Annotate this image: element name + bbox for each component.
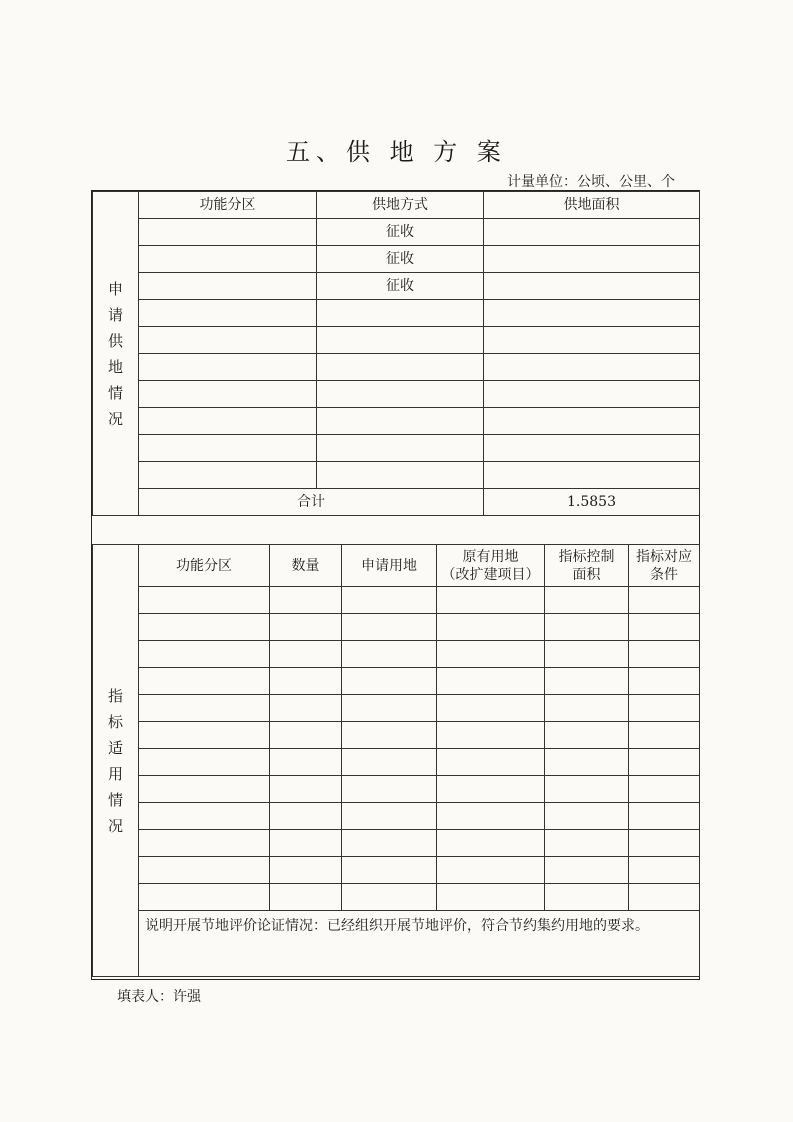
table-cell [270, 614, 342, 641]
supply-table [92, 191, 700, 516]
table-row [93, 219, 700, 246]
table-cell [139, 614, 270, 641]
table-cell [437, 641, 545, 668]
table-cell [317, 354, 484, 381]
side-label-char: 标 [107, 712, 123, 731]
table-cell [317, 327, 484, 354]
table-row [93, 884, 700, 911]
header-original-land [437, 545, 545, 587]
unit-note: 计量单位：公顷、公里、个 [507, 174, 675, 190]
table-cell [317, 408, 484, 435]
table-cell [629, 884, 700, 911]
table-cell [342, 830, 437, 857]
table-cell: 征收 [317, 219, 484, 246]
table-row [93, 722, 700, 749]
total-label: 合计 [139, 489, 484, 516]
header-indicator-condition-line1: 指标对应 [636, 548, 692, 565]
table-cell [317, 300, 484, 327]
table-cell [545, 614, 629, 641]
table-cell [629, 695, 700, 722]
page-title: 五、供 地 方 案 [286, 138, 507, 166]
table-row [93, 830, 700, 857]
table-row [93, 462, 700, 489]
table-row [93, 246, 700, 273]
table-row [93, 327, 700, 354]
table-row [93, 668, 700, 695]
table-cell [545, 722, 629, 749]
table-cell [437, 722, 545, 749]
table-cell [545, 884, 629, 911]
table-row [93, 381, 700, 408]
table-cell [270, 803, 342, 830]
table-row [93, 300, 700, 327]
table-cell [484, 300, 700, 327]
table-cell [437, 803, 545, 830]
table-cell [139, 300, 317, 327]
table-cell [139, 884, 270, 911]
table-cell [437, 830, 545, 857]
table-cell [270, 830, 342, 857]
table-cell [139, 219, 317, 246]
table-row [93, 354, 700, 381]
table-cell [139, 749, 270, 776]
table-cell [139, 462, 317, 489]
side-label-char: 情 [107, 790, 123, 809]
side-label-char: 况 [107, 409, 123, 428]
table-cell [342, 857, 437, 884]
table-cell [629, 587, 700, 614]
table-cell [629, 830, 700, 857]
table-cell [139, 273, 317, 300]
header-original-land-line2: （改扩建项目） [441, 566, 540, 583]
table-cell [629, 749, 700, 776]
table-cell [342, 695, 437, 722]
side-label-char: 况 [107, 816, 123, 835]
table-cell [437, 749, 545, 776]
table-row [93, 776, 700, 803]
table-cell [270, 641, 342, 668]
table-cell [139, 776, 270, 803]
filler-line: 填表人：许强 [117, 989, 201, 1005]
table-cell [545, 776, 629, 803]
header-indicator-condition [629, 545, 700, 587]
form-frame [91, 190, 700, 980]
header-supply-area: 供地面积 [484, 192, 700, 219]
table-cell [270, 857, 342, 884]
table-cell [139, 641, 270, 668]
table-cell [139, 408, 317, 435]
table-cell [437, 776, 545, 803]
table-cell [545, 857, 629, 884]
side-label-char: 情 [107, 383, 123, 402]
evaluation-note: 说明开展节地评价论证情况：已经组织开展节地评价，符合节约集约用地的要求。 [139, 911, 700, 977]
table-cell: 征收 [317, 273, 484, 300]
header-indicator-area-line1: 指标控制 [558, 548, 615, 565]
table-cell [629, 722, 700, 749]
side-label-char: 地 [107, 357, 123, 376]
table-row [93, 695, 700, 722]
table-cell [270, 695, 342, 722]
table-cell [342, 668, 437, 695]
table-cell [317, 435, 484, 462]
table-cell [545, 587, 629, 614]
table-cell [437, 587, 545, 614]
table-cell [139, 381, 317, 408]
table-cell: 征收 [317, 246, 484, 273]
side-label-char: 供 [107, 331, 123, 350]
table-cell [139, 587, 270, 614]
table-cell [139, 695, 270, 722]
side-label-indicator [93, 545, 139, 977]
table-row [93, 273, 700, 300]
table-cell [139, 354, 317, 381]
table-row [93, 857, 700, 884]
table-cell [437, 857, 545, 884]
table-cell [437, 695, 545, 722]
table-cell [484, 354, 700, 381]
table-cell [342, 749, 437, 776]
table-cell [139, 857, 270, 884]
table-cell [629, 614, 700, 641]
header-function-zone: 功能分区 [139, 192, 317, 219]
header-quantity: 数量 [270, 545, 342, 587]
note-row [93, 911, 700, 977]
side-label-char: 适 [107, 738, 123, 757]
table-cell [139, 722, 270, 749]
table-cell [139, 803, 270, 830]
table-cell [484, 327, 700, 354]
table-cell [629, 668, 700, 695]
table-cell [139, 668, 270, 695]
table-cell [317, 381, 484, 408]
table-cell [342, 641, 437, 668]
table-cell [139, 830, 270, 857]
table-cell [317, 462, 484, 489]
header-indicator-condition-line2: 条件 [650, 566, 678, 583]
table-row [93, 435, 700, 462]
table-cell [270, 776, 342, 803]
header-applied-land: 申请用地 [342, 545, 437, 587]
table-cell [342, 722, 437, 749]
header-function-zone-2: 功能分区 [139, 545, 270, 587]
table-cell [437, 668, 545, 695]
table-cell [545, 641, 629, 668]
total-value: 1.5853 [484, 489, 700, 516]
table-cell [139, 435, 317, 462]
table-cell [629, 857, 700, 884]
table-cell [545, 668, 629, 695]
table-cell [484, 246, 700, 273]
side-label-char: 申 [107, 279, 123, 298]
table-cell [545, 749, 629, 776]
side-label-char: 请 [107, 305, 123, 324]
table-cell [139, 246, 317, 273]
table-cell [629, 776, 700, 803]
side-label-char: 用 [107, 764, 123, 783]
table-cell [342, 614, 437, 641]
table-cell [437, 614, 545, 641]
table-cell [545, 830, 629, 857]
table-cell [545, 803, 629, 830]
table-cell [629, 641, 700, 668]
table-row [93, 641, 700, 668]
table-cell [629, 803, 700, 830]
table-cell [342, 776, 437, 803]
side-label-supply [93, 192, 139, 516]
table-cell [437, 884, 545, 911]
indicator-table [92, 544, 700, 977]
header-supply-method: 供地方式 [317, 192, 484, 219]
table-row [93, 749, 700, 776]
total-row [93, 489, 700, 516]
table-cell [139, 327, 317, 354]
header-indicator-area [545, 545, 629, 587]
table-cell [484, 435, 700, 462]
header-indicator-area-line2: 面积 [572, 566, 601, 583]
table-cell [484, 462, 700, 489]
table-cell [270, 749, 342, 776]
header-original-land-line1: 原有用地 [462, 548, 519, 565]
table-row [93, 803, 700, 830]
table-cell [545, 695, 629, 722]
table-cell [484, 273, 700, 300]
table-cell [270, 884, 342, 911]
table-cell [342, 884, 437, 911]
table-row [93, 408, 700, 435]
table-cell [270, 668, 342, 695]
table-cell [270, 722, 342, 749]
table-cell [484, 408, 700, 435]
side-label-char: 指 [107, 686, 123, 705]
table-cell [484, 381, 700, 408]
table-cell [342, 587, 437, 614]
table-row [93, 587, 700, 614]
table-cell [484, 219, 700, 246]
table-cell [270, 587, 342, 614]
table-cell [342, 803, 437, 830]
table-row [93, 614, 700, 641]
